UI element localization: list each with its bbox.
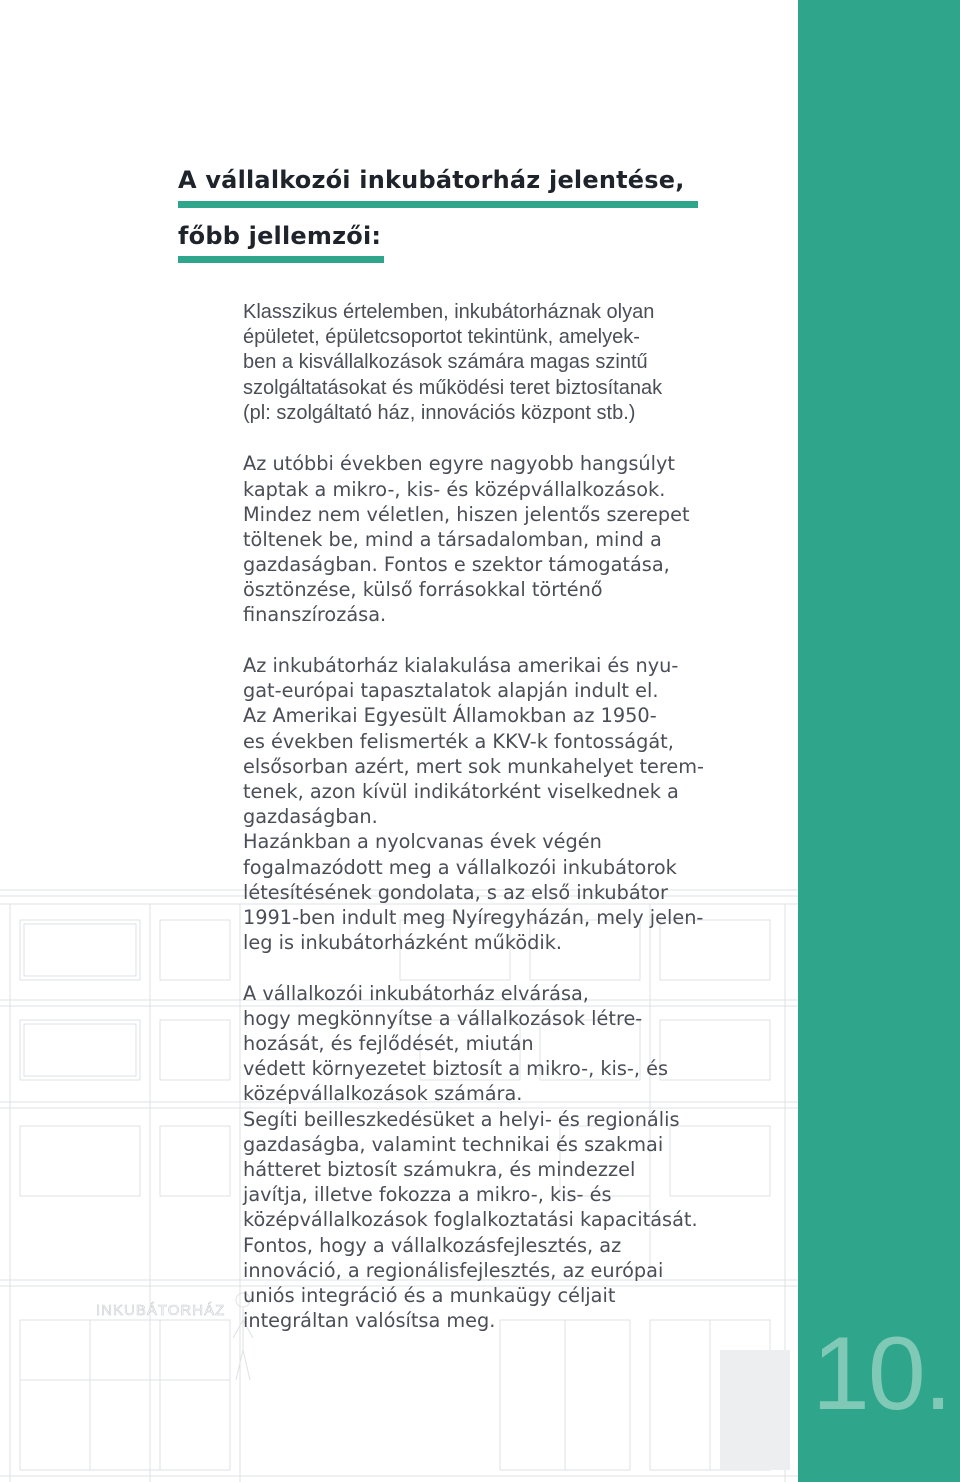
paragraph-history [243,653,783,955]
text-line: 1991-ben indult meg Nyíregyházán, mely jelen- [243,905,704,929]
section-title-line-1: A vállalkozói inkubátorház jelentése, [178,166,685,194]
text-line: töltenek be, mind a társadalomban, mind a [243,527,662,551]
paragraph-definition [243,300,783,426]
text-line: gazdaságba, valamint technikai és szakmai [243,1132,664,1156]
text-line: integráltan valósítsa meg. [243,1309,496,1333]
text-line: védett környezetet biztosít a mikro-, kis-, és [243,1057,669,1081]
text-line: javítja, illetve fokozza a mikro-, kis- és [243,1183,612,1207]
text-line: Az utóbbi években egyre nagyobb hangsúlyt [243,452,675,476]
text-line: A vállalkozói inkubátorház elvárása, [243,981,589,1005]
text-line: Az inkubátorház kialakulása amerikai és nyu- [243,654,679,678]
text-line: tenek, azon kívül indikátorként viselkednek a [243,779,679,803]
title-underline-2 [178,256,384,263]
text-line: Hazánkban a nyolcvanas évek végén [243,830,602,854]
text-line: Fontos, hogy a vállalkozásfejlesztés, az [243,1233,622,1257]
text-line: leg is inkubátorházként működik. [243,931,563,955]
text-line: fogalmazódott meg a vállalkozói inkubátorok [243,855,677,879]
sketch-inscription: INKUBÁTORHÁZ [96,1302,226,1319]
accent-side-stripe [798,0,960,1482]
text-line: uniós integráció és a munkaügy céljait [243,1283,616,1307]
text-line: hogy megkönnyítse a vállalkozások létre- [243,1006,643,1030]
text-line: gat-európai tapasztalatok alapján indult el. [243,679,659,703]
text-line: Mindez nem véletlen, hiszen jelentős szerepet [243,502,690,526]
text-line: középvállalkozások számára. [243,1082,523,1106]
page-number: 10. [812,1316,951,1432]
title-underline-1 [178,201,698,208]
text-line: gazdaságban. Fontos e szektor támogatása, [243,553,670,577]
text-line: szolgáltatásokat és működési teret biztosítanak [243,376,663,399]
text-line: innováció, a regionálisfejlesztés, az európai [243,1258,664,1282]
text-line: ösztönzése, külső forrásokkal történő [243,578,603,602]
paragraph-sme-importance [243,451,783,627]
section-title-line-2: főbb jellemzői: [178,222,382,250]
body-text [243,300,783,1333]
text-line: Segíti beilleszkedésüket a helyi- és regionális [243,1107,680,1131]
text-line: hozását, és fejlődését, miután [243,1032,534,1056]
text-line: elsősorban azért, mert sok munkahelyet terem- [243,754,704,778]
text-line: hátteret biztosít számukra, és mindezzel [243,1157,636,1181]
text-line: kaptak a mikro-, kis- és középvállalkozások. [243,477,666,501]
text-line: Klasszikus értelemben, inkubátorháznak olyan [243,301,655,323]
paragraph-expectations [243,981,783,1334]
text-line: Az Amerikai Egyesült Államokban az 1950- [243,704,657,728]
text-line: finanszírozása. [243,603,387,627]
text-line: ben a kisvállalkozások számára magas szintű [243,351,648,374]
text-line: épületet, épületcsoportot tekintünk, amelyek- [243,326,640,349]
text-line: létesítésének gondolata, s az első inkubátor [243,880,668,904]
text-line: középvállalkozások foglalkoztatási kapacitását. [243,1208,698,1232]
text-line: es években felismerték a KKV-k fontosságát, [243,729,674,753]
text-line: gazdaságban. [243,805,378,829]
text-line: (pl: szolgáltató ház, innovációs központ stb.) [243,401,636,424]
